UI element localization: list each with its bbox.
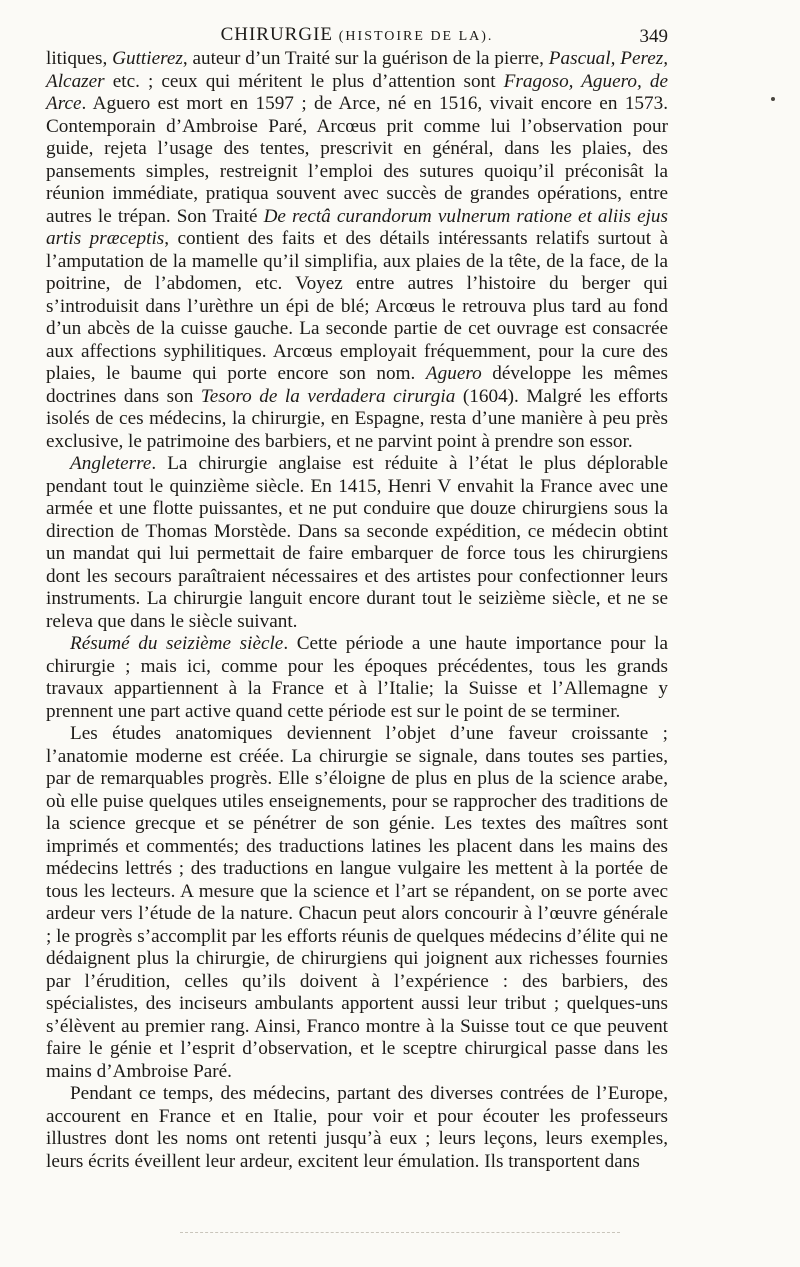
text-run: . La chirurgie anglaise est réduite à l’état le plus déplorable pendant tout le quinzième siècle. En 1415, Henri V envahit la France avec une armée et une flotte puissantes, et ne put conduire que douze chirurgiens sous la direction de Thomas Morstède. Dans sa seconde expédition, ce médecin obtint un mandat qui lui permettait de faire embarquer de force tous les chirurgiens dont les secours paraîtraient nécessaires et des artistes pour confectionner leurs instruments. La chirurgie languit encore durant tout le seizième siècle, et ne se releva que dans le siècle suivant. bbox=[46, 453, 668, 632]
italic-run: Fragoso, Aguero, de Arce bbox=[46, 70, 668, 114]
italic-run: Angleterre bbox=[70, 453, 152, 474]
paragraph bbox=[46, 723, 668, 1083]
ink-speck bbox=[771, 97, 775, 101]
italic-run: De rectâ curandorum vulnerum ratione et aliis ejus artis præceptis bbox=[46, 205, 668, 249]
page-number: 349 bbox=[639, 26, 668, 47]
paragraph bbox=[46, 633, 668, 723]
italic-run: Résumé du seizième siècle bbox=[70, 633, 284, 654]
italic-run: Guttierez bbox=[112, 48, 183, 69]
running-head-subtitle: (HISTOIRE DE LA). bbox=[338, 29, 494, 44]
text-run: , contient des faits et des détails intéressants relatifs surtout à l’amputation de la mamelle qu’il simplifia, aux plaies de la tête, de la face, de la poitrine, de l’abdomen, etc. Voyez entre autres l’histoire du berger qui s’introduisit dans l’urèthre un épi de blé; Arcœus le retrouva plus tard au fond d’un abcès de la cuisse gauche. La seconde partie de cet ouvrage est consacrée aux affections syphilitiques. Arcœus employait fréquemment, pour la cure des plaies, le baume qui porte encore son nom. bbox=[46, 228, 668, 384]
text-run: etc. ; ceux qui méritent le plus d’attention sont bbox=[104, 70, 504, 92]
running-head bbox=[46, 24, 668, 46]
text-run: développe les mêmes doctrines dans son bbox=[46, 363, 668, 407]
text-run: (1604). Malgré les efforts isolés de ces médecins, la chirurgie, en Espagne, resta d’une manière à peu près exclusive, le patrimoine des barbiers, et ne parvint point à prendre son essor. bbox=[46, 385, 668, 452]
paragraph bbox=[46, 453, 668, 633]
body-text bbox=[46, 48, 668, 1173]
text-run: litiques, bbox=[46, 48, 113, 69]
text-run: , auteur d’un Traité sur la guérison de la pierre, bbox=[182, 48, 549, 69]
paragraph bbox=[46, 1083, 668, 1173]
text-run: Les études anatomiques deviennent l’objet d’une faveur croissante ; l’anatomie moderne est créée. La chirurgie se signale, dans toutes ses parties, par de remarquables progrès. Elle s’éloigne de plus en plus de la science arabe, où elle puise quelques utiles enseignements, pour se rapprocher des traditions de la science grecque et se pénétrer de son génie. Les textes des maîtres sont imprimés et commentés; des traductions latines les placent dans les mains des médecins lettrés ; des traductions en langue vulgaire les mettent à la portée de tous les lecteurs. A mesure que la science et l’art se répandent, on se porte avec ardeur vers l’étude de la nature. Chacun peut alors concourir à l’œuvre générale ; le progrès s’accomplit par les efforts réunis de quelques médecins d’élite qui ne dédaignent plus la chirurgie, de chirurgiens qui joignent aux richesses fournies par l’érudition, celles qu’ils doivent à l’expérience : des barbiers, des spécialistes, des inciseurs ambulants apportent aussi leur tribut ; quelques-uns s’élèvent au premier rang. Ainsi, Franco montre à la Suisse tout ce que peuvent faire le génie et l’esprit d’observation, et le sceptre chirurgical passe dans les mains d’Ambroise Paré. bbox=[46, 723, 668, 1082]
faint-footer-marks bbox=[180, 1232, 620, 1235]
italic-run: Tesoro de la verdadera cirurgia bbox=[200, 385, 456, 407]
text-run: Pendant ce temps, des médecins, partant des diverses contrées de l’Europe, accourent en France et en Italie, pour voir et pour écouter les professeurs illustres dont les noms ont retenti jusqu’à eux ; leurs leçons, leurs exemples, leurs écrits éveillent leur ardeur, excitent leur émulation. Ils transportent dans bbox=[46, 1083, 668, 1172]
paragraph bbox=[46, 48, 668, 453]
text-run: . Cette période a une haute importance pour la chirurgie ; mais ici, comme pour les époques précédentes, tous les grands travaux appartiennent à la France et à l’Italie; la Suisse et l’Allemagne y prennent une part active quand cette période est sur le point de se terminer. bbox=[46, 633, 668, 722]
italic-run: Pascual, Perez, Alcazer bbox=[46, 48, 669, 92]
italic-run: Aguero bbox=[425, 363, 482, 384]
text-run: . Aguero est mort en 1597 ; de Arce, né en 1516, vivait encore en 1573. Contemporain d’Ambroise Paré, Arcœus prit comme lui l’observation pour guide, rejeta l’usage des tentes, prescrivit en général, dans les plaies, des pansements simples, restreignit l’emploi des sutures quoiqu’il préconisât la réunion immédiate, pratiqua souvent avec succès de grandes opérations, entre autres le trépan. Son Traité bbox=[46, 93, 668, 227]
running-head-title: CHIRURGIE bbox=[220, 24, 334, 45]
